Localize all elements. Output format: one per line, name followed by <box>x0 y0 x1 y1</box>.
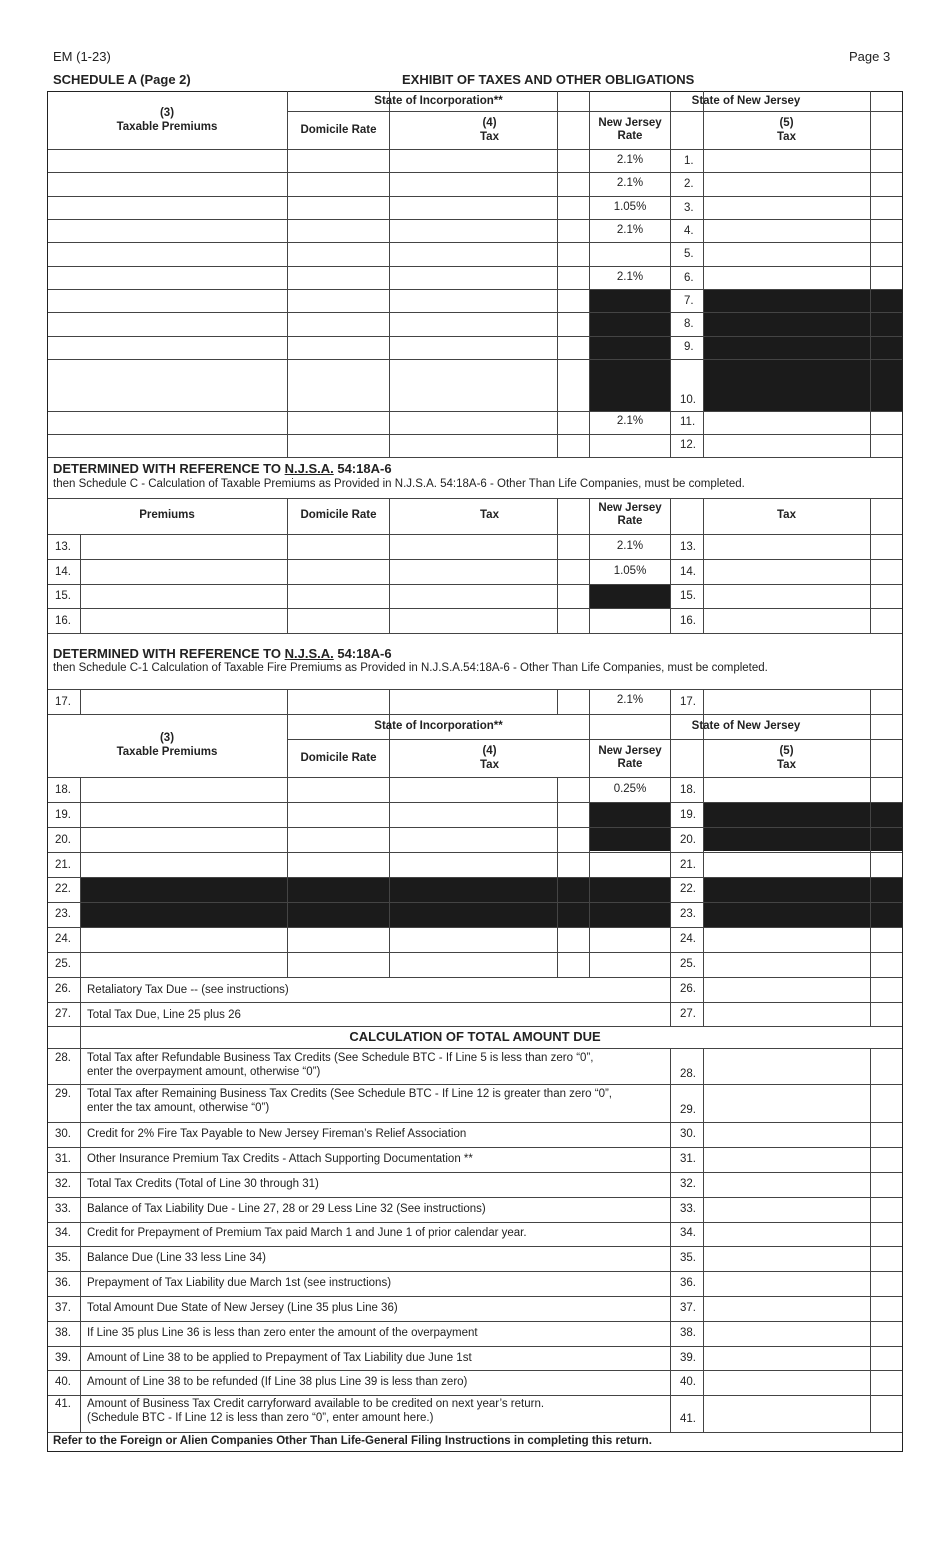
domicile-rate-input-14[interactable] <box>288 560 388 583</box>
grid-line <box>48 457 902 458</box>
line-number: 20. <box>55 834 71 846</box>
line-number: 21. <box>55 859 71 871</box>
tax-input-8[interactable] <box>390 313 556 335</box>
taxable-premiums-input-8[interactable] <box>49 313 286 335</box>
amount-input-line-30[interactable] <box>704 1123 869 1146</box>
amount-input-line-36[interactable] <box>704 1272 869 1295</box>
taxable-premiums-input-5[interactable] <box>49 243 286 265</box>
domicile-rate-input-16[interactable] <box>288 609 388 632</box>
nj-tax-input-12[interactable] <box>704 435 869 456</box>
line-number: 9. <box>684 341 694 353</box>
line-number: 22. <box>55 883 71 895</box>
line-number: 18. <box>55 784 71 796</box>
col5-number: (5) <box>779 117 794 129</box>
line-number: 39. <box>55 1352 71 1364</box>
line-number: 19. <box>680 809 696 821</box>
line-38-description: If Line 35 plus Line 36 is less than zero enter the amount of the overpayment <box>87 1327 478 1339</box>
line-number: 32. <box>55 1178 71 1190</box>
grid-line <box>288 739 902 740</box>
line-number: 26. <box>55 983 71 995</box>
shaded-block <box>704 289 902 411</box>
tax-input-10[interactable] <box>390 360 556 410</box>
line-30-description: Credit for 2% Fire Tax Payable to New Jersey Fireman’s Relief Association <box>87 1128 467 1140</box>
nj-tax-input-5[interactable] <box>704 243 869 265</box>
section2-note: then Schedule C-1 Calculation of Taxable Fire Premiums as Provided in N.J.S.A.54:18A-6 - Other Than Life Companies, must be completed. <box>53 662 768 674</box>
line-number: 24. <box>55 933 71 945</box>
taxable-premiums-input-11[interactable] <box>49 412 286 433</box>
line-39-description: Amount of Line 38 to be applied to Prepayment of Tax Liability due June 1st <box>87 1352 472 1364</box>
line-number: 26. <box>680 983 696 995</box>
amount-input-line-28[interactable] <box>704 1049 869 1083</box>
rate-cell: 2.1% <box>616 415 644 427</box>
col3-header: Taxable Premiums <box>116 746 218 758</box>
domicile-rate-input-5[interactable] <box>288 243 388 265</box>
amount-input-line-37[interactable] <box>704 1297 869 1320</box>
taxable-premiums-input-19[interactable] <box>81 803 286 826</box>
domicile-rate-input-25[interactable] <box>288 953 388 976</box>
line-number: 15. <box>55 590 71 602</box>
amount-input-line-26[interactable] <box>704 978 869 1001</box>
taxable-premiums-input-2[interactable] <box>49 173 286 195</box>
taxable-premiums-input-24[interactable] <box>81 928 286 951</box>
taxable-premiums-input-20[interactable] <box>81 828 286 851</box>
tax-input-2[interactable] <box>390 173 556 195</box>
rate-cell: 1.05% <box>613 565 647 577</box>
line-number: 38. <box>680 1327 696 1339</box>
schedule-title: SCHEDULE A (Page 2) <box>53 72 191 87</box>
line-number: 30. <box>680 1128 696 1140</box>
rate-cell: 1.05% <box>613 201 647 213</box>
domicile-rate-input-17[interactable] <box>288 690 388 713</box>
line-number: 37. <box>680 1302 696 1314</box>
line-number: 3. <box>684 202 694 214</box>
tax-input-16[interactable] <box>390 609 556 632</box>
domicile-rate-input-7[interactable] <box>288 290 388 311</box>
nj-tax-input-25[interactable] <box>704 953 869 976</box>
grid-line <box>870 1048 871 1432</box>
line-number: 29. <box>680 1104 696 1116</box>
line-number: 36. <box>55 1277 71 1289</box>
col5-header: Tax <box>777 759 796 771</box>
line-number: 31. <box>680 1153 696 1165</box>
line-36-description: Prepayment of Tax Liability due March 1st (see instructions) <box>87 1277 392 1289</box>
grid-line <box>48 633 902 634</box>
tax-input-13[interactable] <box>390 535 556 558</box>
tax-input-7[interactable] <box>390 290 556 311</box>
line-number: 40. <box>55 1376 71 1388</box>
tax-input-24[interactable] <box>390 928 556 951</box>
nj-rate-header: New Jersey Rate <box>598 117 662 142</box>
line-number: 7. <box>684 295 694 307</box>
domicile-rate-input-11[interactable] <box>288 412 388 433</box>
line-number: 19. <box>55 809 71 821</box>
line-number: 41. <box>680 1413 696 1425</box>
tax-input-9[interactable] <box>390 337 556 358</box>
domicile-rate-input-19[interactable] <box>288 803 388 826</box>
rate-cell: 2.1% <box>616 694 644 706</box>
tax-input-21[interactable] <box>390 853 556 876</box>
grid-line <box>48 498 902 499</box>
rate-cell: 2.1% <box>616 224 644 236</box>
amount-input-line-33[interactable] <box>704 1198 869 1221</box>
domicile-rate-header: Domicile Rate <box>300 509 377 521</box>
tax-input-3[interactable] <box>390 197 556 218</box>
domicile-rate-input-9[interactable] <box>288 337 388 358</box>
line-number: 36. <box>680 1277 696 1289</box>
amount-input-line-34[interactable] <box>704 1223 869 1245</box>
section1-heading: DETERMINED WITH REFERENCE TO N.J.S.A. 54:18A-6 <box>53 461 392 476</box>
line-number: 30. <box>55 1128 71 1140</box>
line-number: 28. <box>680 1068 696 1080</box>
grid-line <box>48 714 902 715</box>
domicile-rate-input-20[interactable] <box>288 828 388 851</box>
amount-input-line-41[interactable] <box>704 1396 869 1431</box>
line-28-description-cont: enter the overpayment amount, otherwise “0”) <box>87 1066 321 1078</box>
line-number: 38. <box>55 1327 71 1339</box>
line-number: 32. <box>680 1178 696 1190</box>
rate-cell: 2.1% <box>616 540 644 552</box>
line-number: 6. <box>684 272 694 284</box>
line-number: 40. <box>680 1376 696 1388</box>
line-number: 35. <box>55 1252 71 1264</box>
premiums-input-13[interactable] <box>81 535 286 558</box>
line-number: 27. <box>55 1008 71 1020</box>
tax-input-6[interactable] <box>390 267 556 288</box>
domicile-rate-input-3[interactable] <box>288 197 388 218</box>
line-37-description: Total Amount Due State of New Jersey (Line 35 plus Line 36) <box>87 1302 398 1314</box>
tax-input-15[interactable] <box>390 585 556 607</box>
line-32-description: Total Tax Credits (Total of Line 30 through 31) <box>87 1178 319 1190</box>
section1-note: then Schedule C - Calculation of Taxable Premiums as Provided in N.J.S.A. 54:18A-6 - Other Than Life Companies, must be completed. <box>53 478 745 490</box>
grid-line <box>48 902 902 903</box>
grid-line <box>48 877 902 878</box>
premiums-input-15[interactable] <box>81 585 286 607</box>
grid-line <box>48 1432 902 1433</box>
grid-line <box>557 91 558 457</box>
line-number: 33. <box>55 1203 71 1215</box>
amount-input-line-27[interactable] <box>704 1003 869 1025</box>
premiums-input-14[interactable] <box>81 560 286 583</box>
line-34-description: Credit for Prepayment of Premium Tax paid March 1 and June 1 of prior calendar year. <box>87 1227 527 1239</box>
line-number: 12. <box>680 439 696 451</box>
line-number: 13. <box>55 541 71 553</box>
taxable-premiums-input-10[interactable] <box>49 360 286 410</box>
premiums-input-17[interactable] <box>81 690 286 713</box>
tax-input-19[interactable] <box>390 803 556 826</box>
line-number: 29. <box>55 1088 71 1100</box>
tax-input-20[interactable] <box>390 828 556 851</box>
line-number: 34. <box>55 1227 71 1239</box>
taxable-premiums-input-25[interactable] <box>81 953 286 976</box>
line-number: 25. <box>680 958 696 970</box>
form-id: EM (1-23) <box>53 49 111 64</box>
line-number: 39. <box>680 1352 696 1364</box>
line-41-description: Amount of Business Tax Credit carryforward available to be credited on next year’s return. <box>87 1398 545 1410</box>
nj-tax-input-21[interactable] <box>704 853 869 876</box>
tax-header: Tax <box>480 509 499 521</box>
rate-cell: 2.1% <box>616 271 644 283</box>
line-number: 34. <box>680 1227 696 1239</box>
line-number: 20. <box>680 834 696 846</box>
nj-tax-input-16[interactable] <box>704 609 869 632</box>
grid-line <box>670 689 671 714</box>
line-number: 24. <box>680 933 696 945</box>
state-incorporation-header: State of Incorporation** <box>374 720 503 732</box>
domicile-rate-header: Domicile Rate <box>300 752 377 764</box>
line-number: 41. <box>55 1398 71 1410</box>
grid-line <box>870 977 871 1026</box>
nj-rate-header: New Jersey Rate <box>598 502 662 527</box>
line-40-description: Amount of Line 38 to be refunded (If Line 38 plus Line 39 is less than zero) <box>87 1376 468 1388</box>
line-number: 35. <box>680 1252 696 1264</box>
line-number: 14. <box>680 566 696 578</box>
section2-heading: DETERMINED WITH REFERENCE TO N.J.S.A. 54:18A-6 <box>53 646 392 661</box>
amount-input-line-38[interactable] <box>704 1322 869 1345</box>
line-number: 25. <box>55 958 71 970</box>
amount-input-line-31[interactable] <box>704 1148 869 1171</box>
tax-input-5[interactable] <box>390 243 556 265</box>
line-29-description: Total Tax after Remaining Business Tax Credits (See Schedule BTC - If Line 12 is greater than zero “0”, <box>87 1088 612 1100</box>
line-number: 17. <box>55 696 71 708</box>
grid-line <box>589 714 590 977</box>
line-number: 22. <box>680 883 696 895</box>
domicile-rate-input-8[interactable] <box>288 313 388 335</box>
tax-input-12[interactable] <box>390 435 556 456</box>
taxable-premiums-input-4[interactable] <box>49 220 286 241</box>
tax-input-17[interactable] <box>390 690 556 713</box>
nj-tax-input-2[interactable] <box>704 173 869 195</box>
line-number: 27. <box>680 1008 696 1020</box>
line-number: 10. <box>680 394 696 406</box>
domicile-rate-input-13[interactable] <box>288 535 388 558</box>
shaded-block <box>590 584 670 608</box>
amount-input-line-40[interactable] <box>704 1371 869 1394</box>
amount-input-line-29[interactable] <box>704 1085 869 1121</box>
footer-note: Refer to the Foreign or Alien Companies Other Than Life-General Filing Instructions in completing this return. <box>53 1435 652 1447</box>
domicile-rate-input-6[interactable] <box>288 267 388 288</box>
tax-input-1[interactable] <box>390 150 556 171</box>
line-number: 15. <box>680 590 696 602</box>
rate-cell: 0.25% <box>613 783 647 795</box>
domicile-rate-input-21[interactable] <box>288 853 388 876</box>
grid-line <box>870 91 871 457</box>
tax-input-14[interactable] <box>390 560 556 583</box>
amount-input-line-35[interactable] <box>704 1247 869 1270</box>
col3-header: Taxable Premiums <box>116 121 218 133</box>
line-number: 37. <box>55 1302 71 1314</box>
nj-tax-input-24[interactable] <box>704 928 869 951</box>
line-number: 11. <box>680 416 696 428</box>
taxable-premiums-input-1[interactable] <box>49 150 286 171</box>
nj-tax-input-4[interactable] <box>704 220 869 241</box>
col4-number: (4) <box>482 117 497 129</box>
nj-tax-input-6[interactable] <box>704 267 869 288</box>
page-number: Page 3 <box>849 49 891 64</box>
domicile-rate-input-24[interactable] <box>288 928 388 951</box>
line-number: 18. <box>680 784 696 796</box>
col3-number: (3) <box>159 107 175 119</box>
tax-header: Tax <box>777 509 796 521</box>
grid-line <box>557 689 558 714</box>
taxable-premiums-input-9[interactable] <box>49 337 286 358</box>
grid-line <box>870 689 871 714</box>
grid-line <box>557 777 558 977</box>
line-number: 28. <box>55 1052 71 1064</box>
line-number: 5. <box>684 248 694 260</box>
calculation-heading: CALCULATION OF TOTAL AMOUNT DUE <box>349 1029 601 1044</box>
nj-tax-input-13[interactable] <box>704 535 869 558</box>
rate-cell: 2.1% <box>616 177 644 189</box>
nj-tax-input-1[interactable] <box>704 150 869 171</box>
nj-tax-input-3[interactable] <box>704 197 869 218</box>
shaded-block <box>590 289 670 411</box>
col5-number: (5) <box>779 745 794 757</box>
taxable-premiums-input-3[interactable] <box>49 197 286 218</box>
line-29-description-cont: enter the tax amount, otherwise “0”) <box>87 1102 270 1114</box>
line-number: 23. <box>680 908 696 920</box>
line-number: 17. <box>680 696 696 708</box>
domicile-rate-input-10[interactable] <box>288 360 388 410</box>
grid-line <box>48 1026 902 1027</box>
domicile-rate-input-2[interactable] <box>288 173 388 195</box>
domicile-rate-input-15[interactable] <box>288 585 388 607</box>
nj-rate-header: New Jersey Rate <box>598 745 662 770</box>
line-number: 21. <box>680 859 696 871</box>
line-31-description: Other Insurance Premium Tax Credits - Attach Supporting Documentation ** <box>87 1153 473 1165</box>
state-nj-header: State of New Jersey <box>691 95 801 107</box>
rate-cell: 2.1% <box>616 154 644 166</box>
line-number: 14. <box>55 566 71 578</box>
line-28-description: Total Tax after Refundable Business Tax Credits (See Schedule BTC - If Line 5 is less than zero “0”, <box>87 1052 594 1064</box>
line-number: 1. <box>684 155 694 167</box>
taxable-premiums-input-18[interactable] <box>81 778 286 801</box>
line-number: 13. <box>680 541 696 553</box>
domicile-rate-header: Domicile Rate <box>300 124 377 136</box>
line-41-description-cont: (Schedule BTC - If Line 12 is less than zero “0”, enter amount here.) <box>87 1412 434 1424</box>
line-number: 2. <box>684 178 694 190</box>
grid-line <box>670 91 671 457</box>
domicile-rate-input-4[interactable] <box>288 220 388 241</box>
nj-tax-input-15[interactable] <box>704 585 869 607</box>
amount-input-line-39[interactable] <box>704 1347 869 1369</box>
taxable-premiums-input-7[interactable] <box>49 290 286 311</box>
col4-header: Tax <box>480 131 499 143</box>
tax-input-18[interactable] <box>390 778 556 801</box>
line-27-description: Total Tax Due, Line 25 plus 26 <box>87 1009 241 1021</box>
nj-tax-input-18[interactable] <box>704 778 869 801</box>
tax-input-4[interactable] <box>390 220 556 241</box>
taxable-premiums-input-21[interactable] <box>81 853 286 876</box>
amount-input-line-32[interactable] <box>704 1173 869 1196</box>
nj-tax-input-17[interactable] <box>704 690 869 713</box>
col4-number: (4) <box>482 745 497 757</box>
nj-tax-input-11[interactable] <box>704 412 869 433</box>
tax-input-11[interactable] <box>390 412 556 433</box>
page-title: EXHIBIT OF TAXES AND OTHER OBLIGATIONS <box>402 72 695 87</box>
line-33-description: Balance of Tax Liability Due - Line 27, 28 or 29 Less Line 32 (See instructions) <box>87 1203 486 1215</box>
line-number: 33. <box>680 1203 696 1215</box>
line-number: 16. <box>55 615 71 627</box>
grid-line <box>670 1048 671 1432</box>
line-number: 8. <box>684 318 694 330</box>
domicile-rate-input-18[interactable] <box>288 778 388 801</box>
taxable-premiums-input-6[interactable] <box>49 267 286 288</box>
line-number: 4. <box>684 225 694 237</box>
premiums-input-16[interactable] <box>81 609 286 632</box>
line-26-description: Retaliatory Tax Due -- (see instructions) <box>87 984 289 996</box>
domicile-rate-input-12[interactable] <box>288 435 388 456</box>
state-nj-header: State of New Jersey <box>691 720 801 732</box>
col4-header: Tax <box>480 759 499 771</box>
state-incorporation-header: State of Incorporation** <box>374 95 503 107</box>
taxable-premiums-input-12[interactable] <box>49 435 286 456</box>
line-number: 23. <box>55 908 71 920</box>
col5-header: Tax <box>777 131 796 143</box>
premiums-header: Premiums <box>139 509 195 521</box>
tax-input-25[interactable] <box>390 953 556 976</box>
line-number: 31. <box>55 1153 71 1165</box>
line-35-description: Balance Due (Line 33 less Line 34) <box>87 1252 267 1264</box>
grid-line <box>670 977 671 1026</box>
domicile-rate-input-1[interactable] <box>288 150 388 171</box>
grid-line <box>288 111 902 112</box>
col3-number: (3) <box>159 732 175 744</box>
line-number: 16. <box>680 615 696 627</box>
nj-tax-input-14[interactable] <box>704 560 869 583</box>
